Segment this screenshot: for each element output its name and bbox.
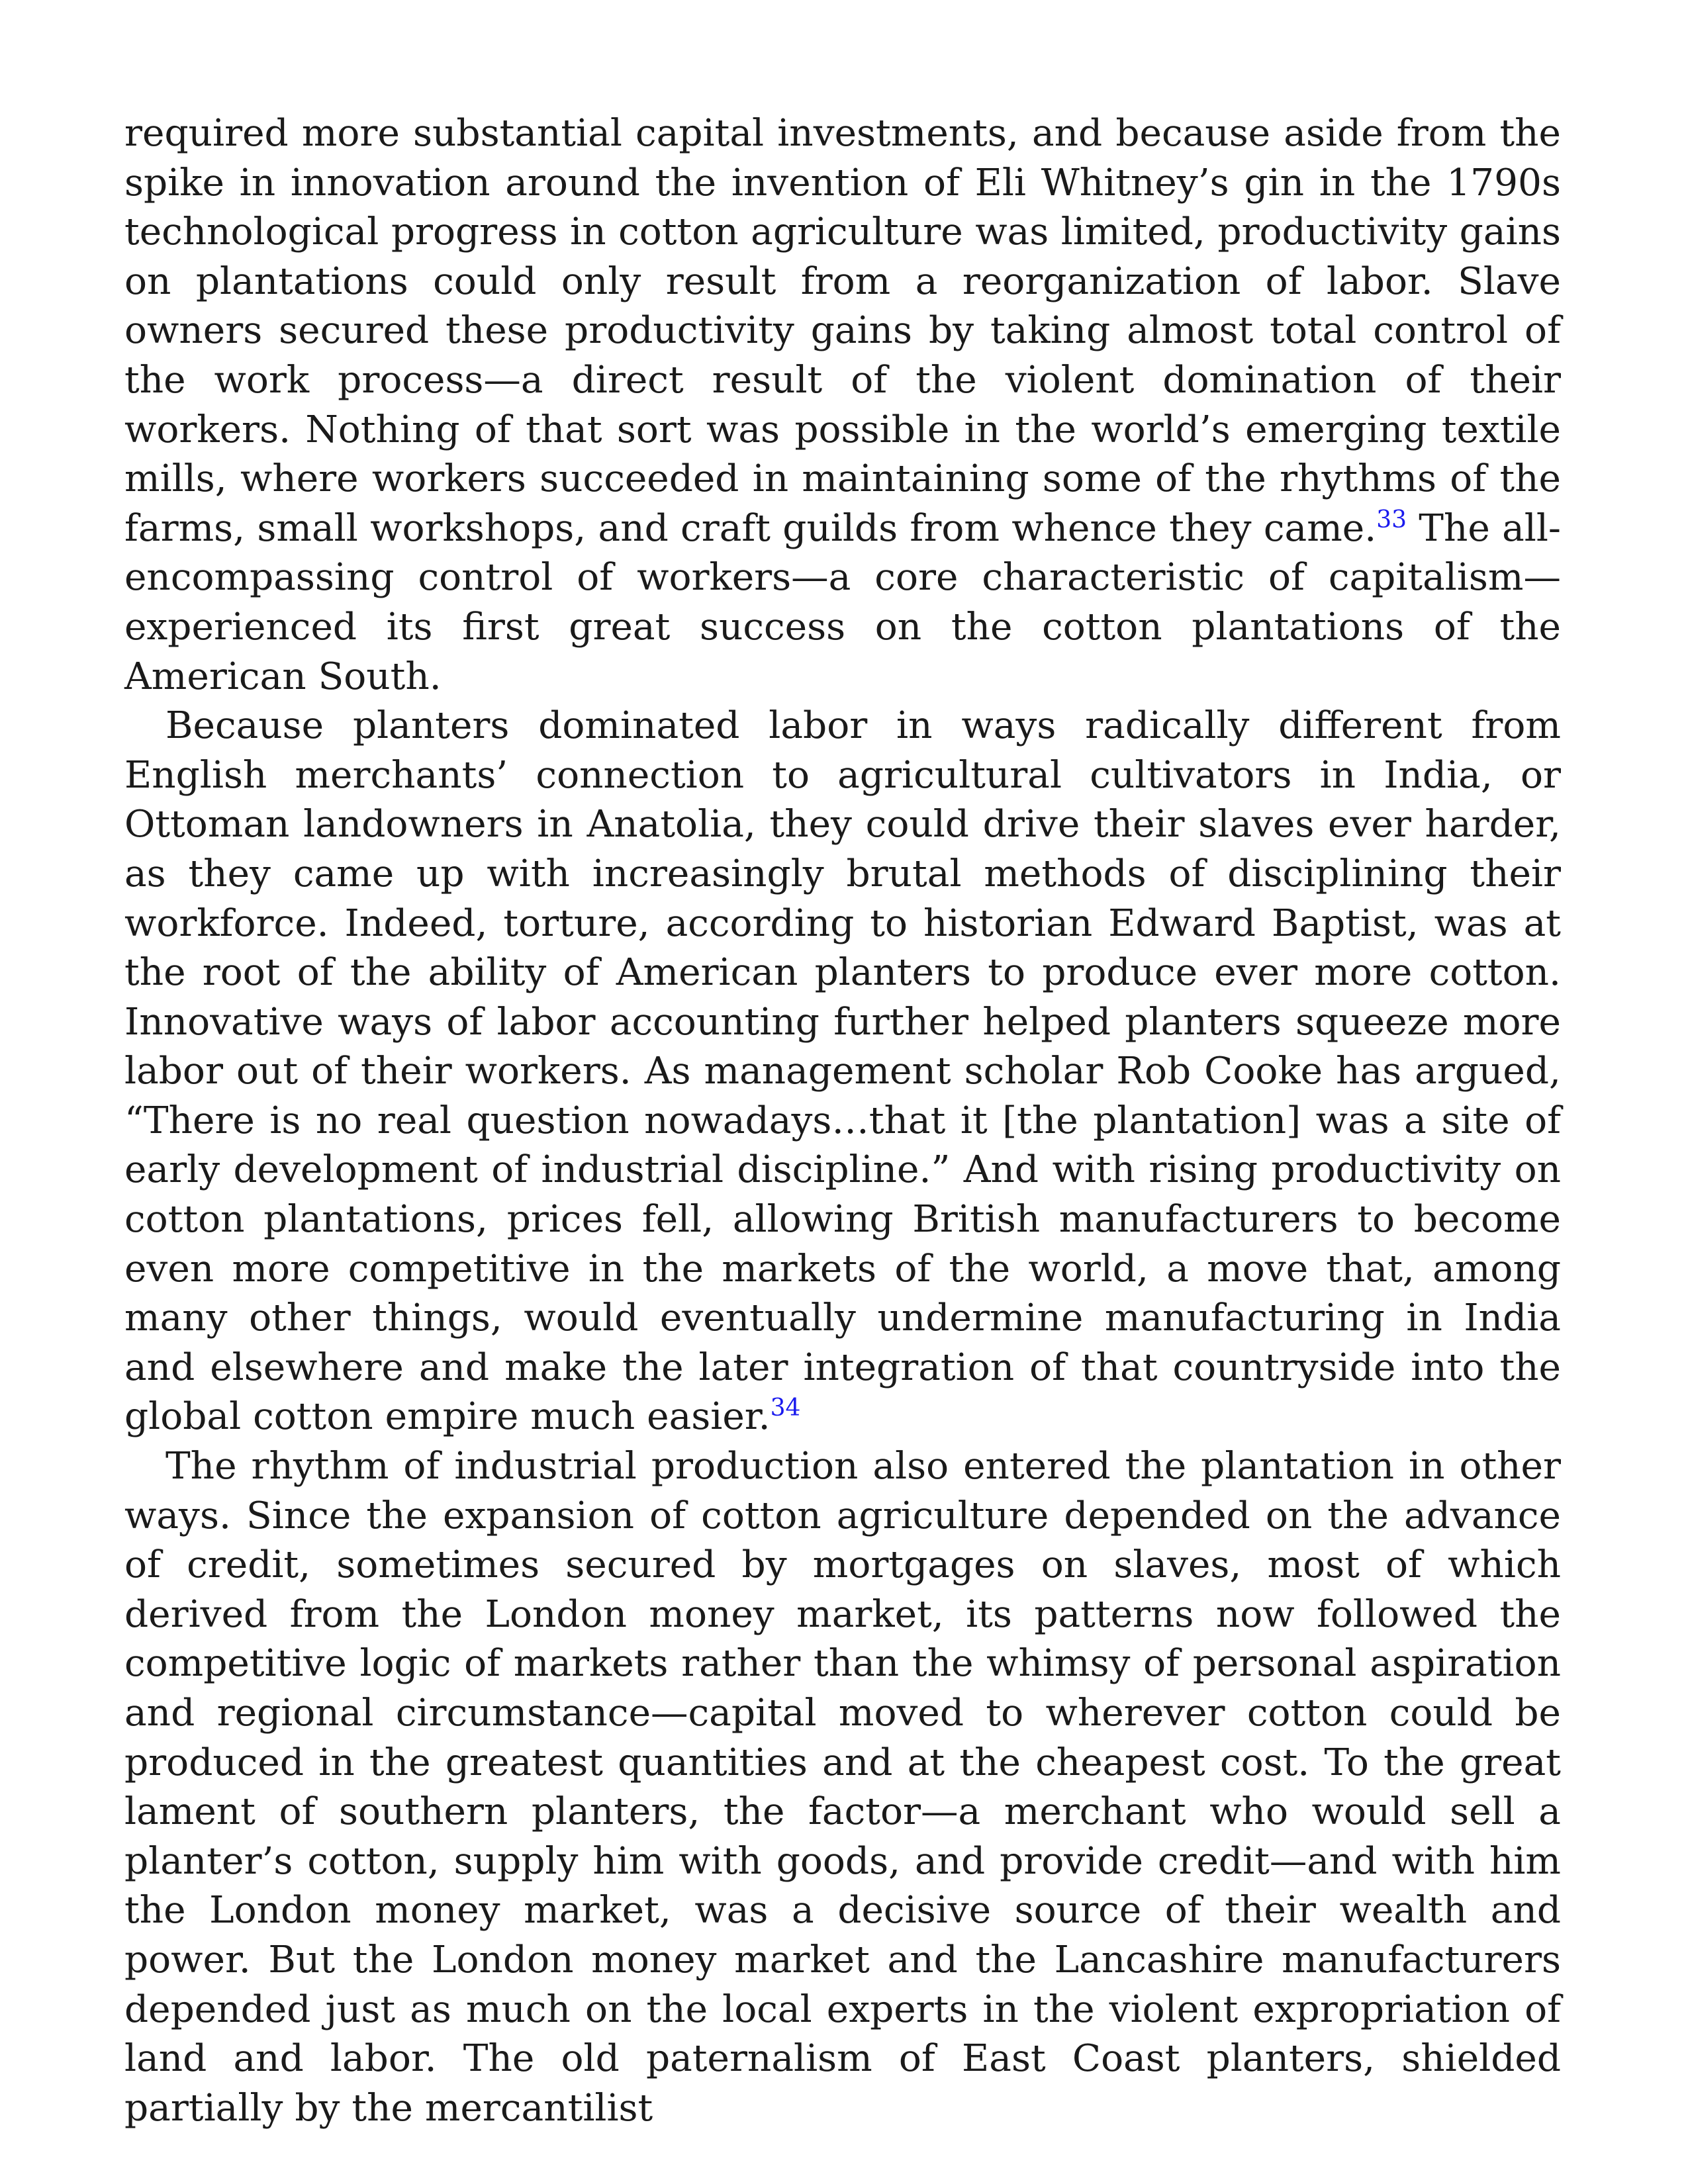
paragraph-2-text: Because planters dominated labor in ways radically different from English merchants’ connection to agricultural cultivators in India, or Ottoman landowners in Anatolia, they could drive their slaves ever harder, as they came up with increasingly brutal methods of disciplining their workforce. Indeed, torture, according to historian Edward Baptist, was at the root of the ability of American planters to produce ever more cotton. Innovative ways of labor accounting further helped planters squeeze more labor out of their workers. As management scholar Rob Cooke has argued, “There is no real question nowadays…that it [the plantation] was a site of early development of industrial discipline.” And with rising productivity on cotton plantations, prices fell, allowing British manufacturers to become even more competitive in the markets of the world, a move that, among many other things, would eventually undermine manufacturing in India and elsewhere and make the later integration of that countryside into the global cotton empire much easier. [124,704,1561,1439]
paragraph-1 [124,109,1561,702]
paragraph-3-text: The rhythm of industrial production also entered the plantation in other ways. Since the expansion of cotton agriculture depended on the advance of credit, sometimes secured by mortgages on slaves, most of which derived from the London money market, its patterns now followed the competitive logic of markets rather than the whimsy of personal aspiration and regional circumstance—capital moved to wherever cotton could be produced in the greatest quantities and at the cheapest cost. To the great lament of southern planters, the factor—a merchant who would sell a planter’s cotton, supply him with goods, and provide credit—and with him the London money market, was a decisive source of their wealth and power. But the London money market and the Lancashire manufacturers depended just as much on the local experts in the violent expropriation of land and labor. The old paternalism of East Coast planters, shielded partially by the mercantilist [124,1445,1561,2130]
paragraph-3 [124,1442,1561,2133]
footnote-ref-34[interactable]: 34 [770,1394,801,1422]
book-page [124,109,1561,2133]
paragraph-2 [124,702,1561,1442]
paragraph-1-text: required more substantial capital investments, and because aside from the spike in innovation around the invention of Eli Whitney’s gin in the 1790s technological progress in cotton agriculture was limited, productivity gains on plantations could only result from a reorganization of labor. Slave owners secured these productivity gains by taking almost total control of the work process—a direct result of the violent domination of their workers. Nothing of that sort was possible in the world’s emerging textile mills, where workers succeeded in maintaining some of the rhythms of the farms, small workshops, and craft guilds from whence they came. [124,112,1561,550]
footnote-ref-33[interactable]: 33 [1376,506,1407,533]
paragraph-1-text-continued: The all-encompassing control of workers—a core characteristic of capitalism—experienced its first great success on the cotton plantations of the American South. [124,506,1561,698]
